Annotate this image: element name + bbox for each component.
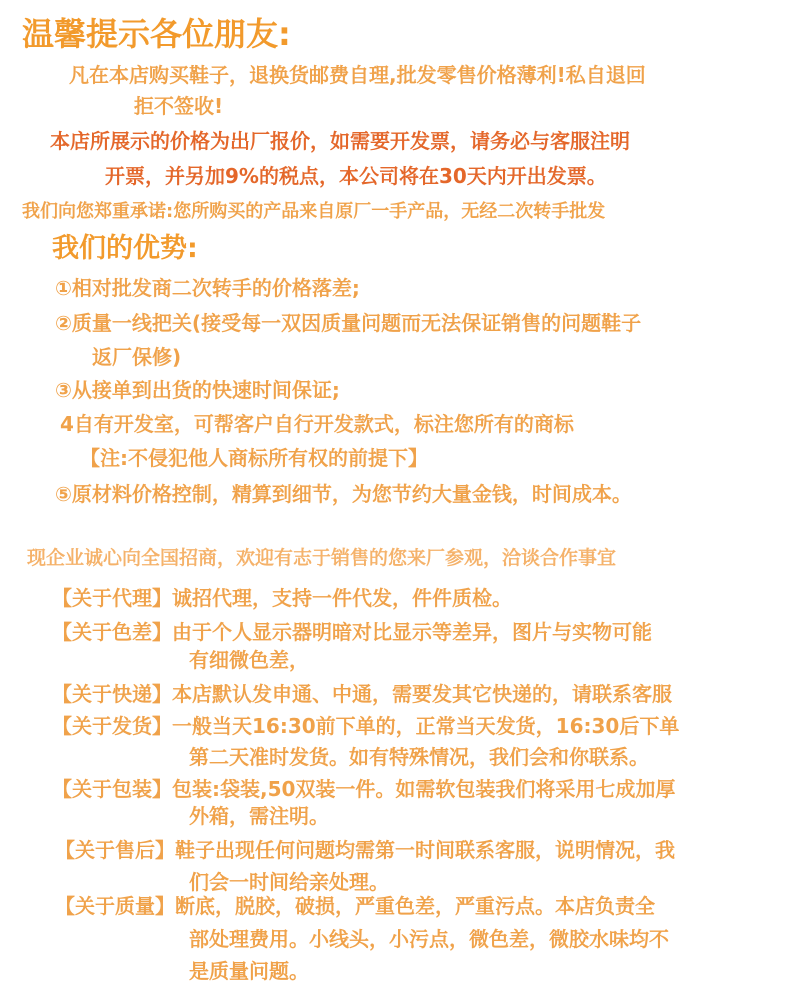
notice-line-2: 拒不签收!	[134, 94, 224, 118]
page-title: 温馨提示各位朋友:	[22, 15, 291, 53]
policy-agency: 【关于代理】诚招代理，支持一件代发，件件质检。	[52, 586, 512, 610]
advantage-item-2-line-1: ②质量一线把关(接受每一双因质量问题而无法保证销售的问题鞋子	[55, 311, 642, 335]
notice-line-1: 凡在本店购买鞋子，退换货邮费自理,批发零售价格薄利!私自退回	[69, 63, 646, 87]
advantage-item-4: 4自有开发室，可帮客户自行开发款式，标注您所有的商标	[60, 412, 574, 436]
policy-packing-line-1: 【关于包装】包装:袋装,50双装一件。如需软包装我们将采用七成加厚	[52, 777, 676, 801]
policy-shipping-line-1: 【关于发货】一般当天16:30前下单的，正常当天发货，16:30后下单	[52, 714, 680, 738]
advantages-title: 我们的优势:	[52, 233, 198, 264]
promise-text: 我们向您郑重承诺:您所购买的产品来自原厂一手产品，无经二次转手批发	[22, 201, 606, 222]
policy-quality-line-1: 【关于质量】断底，脱胶，破损，严重色差，严重污点。本店负责全	[55, 894, 655, 918]
advantage-item-1: ①相对批发商二次转手的价格落差;	[55, 276, 360, 300]
policy-color-line-2: 有细微色差，	[189, 648, 309, 672]
policy-express: 【关于快递】本店默认发申通、中通，需要发其它快递的，请联系客服	[52, 682, 672, 706]
invoice-line-1: 本店所展示的价格为出厂报价，如需要开发票，请务必与客服注明	[50, 129, 630, 153]
advantage-item-5: ⑤原材料价格控制，精算到细节，为您节约大量金钱，时间成本。	[55, 482, 632, 506]
policy-packing-line-2: 外箱，需注明。	[189, 804, 329, 828]
policy-quality-line-3: 是质量问题。	[189, 959, 309, 983]
recruit-intro: 现企业诚心向全国招商，欢迎有志于销售的您来厂参观，洽谈合作事宜	[27, 547, 617, 569]
advantage-item-4-note: 【注:不侵犯他人商标所有权的前提下】	[80, 446, 428, 470]
policy-aftersale-line-1: 【关于售后】鞋子出现任何问题均需第一时间联系客服，说明情况，我	[55, 838, 675, 862]
policy-shipping-line-2: 第二天准时发货。如有特殊情况，我们会和你联系。	[189, 745, 649, 769]
advantage-item-2-line-2: 返厂保修)	[92, 345, 182, 369]
advantage-item-3: ③从接单到出货的快速时间保证;	[55, 378, 340, 402]
invoice-line-2: 开票，并另加9%的税点，本公司将在30天内开出发票。	[105, 164, 607, 188]
policy-color-line-1: 【关于色差】由于个人显示器明暗对比显示等差异，图片与实物可能	[52, 620, 652, 644]
policy-aftersale-line-2: 们会一时间给亲处理。	[189, 870, 389, 894]
policy-quality-line-2: 部处理费用。小线头，小污点，微色差，微胶水味均不	[189, 927, 669, 951]
